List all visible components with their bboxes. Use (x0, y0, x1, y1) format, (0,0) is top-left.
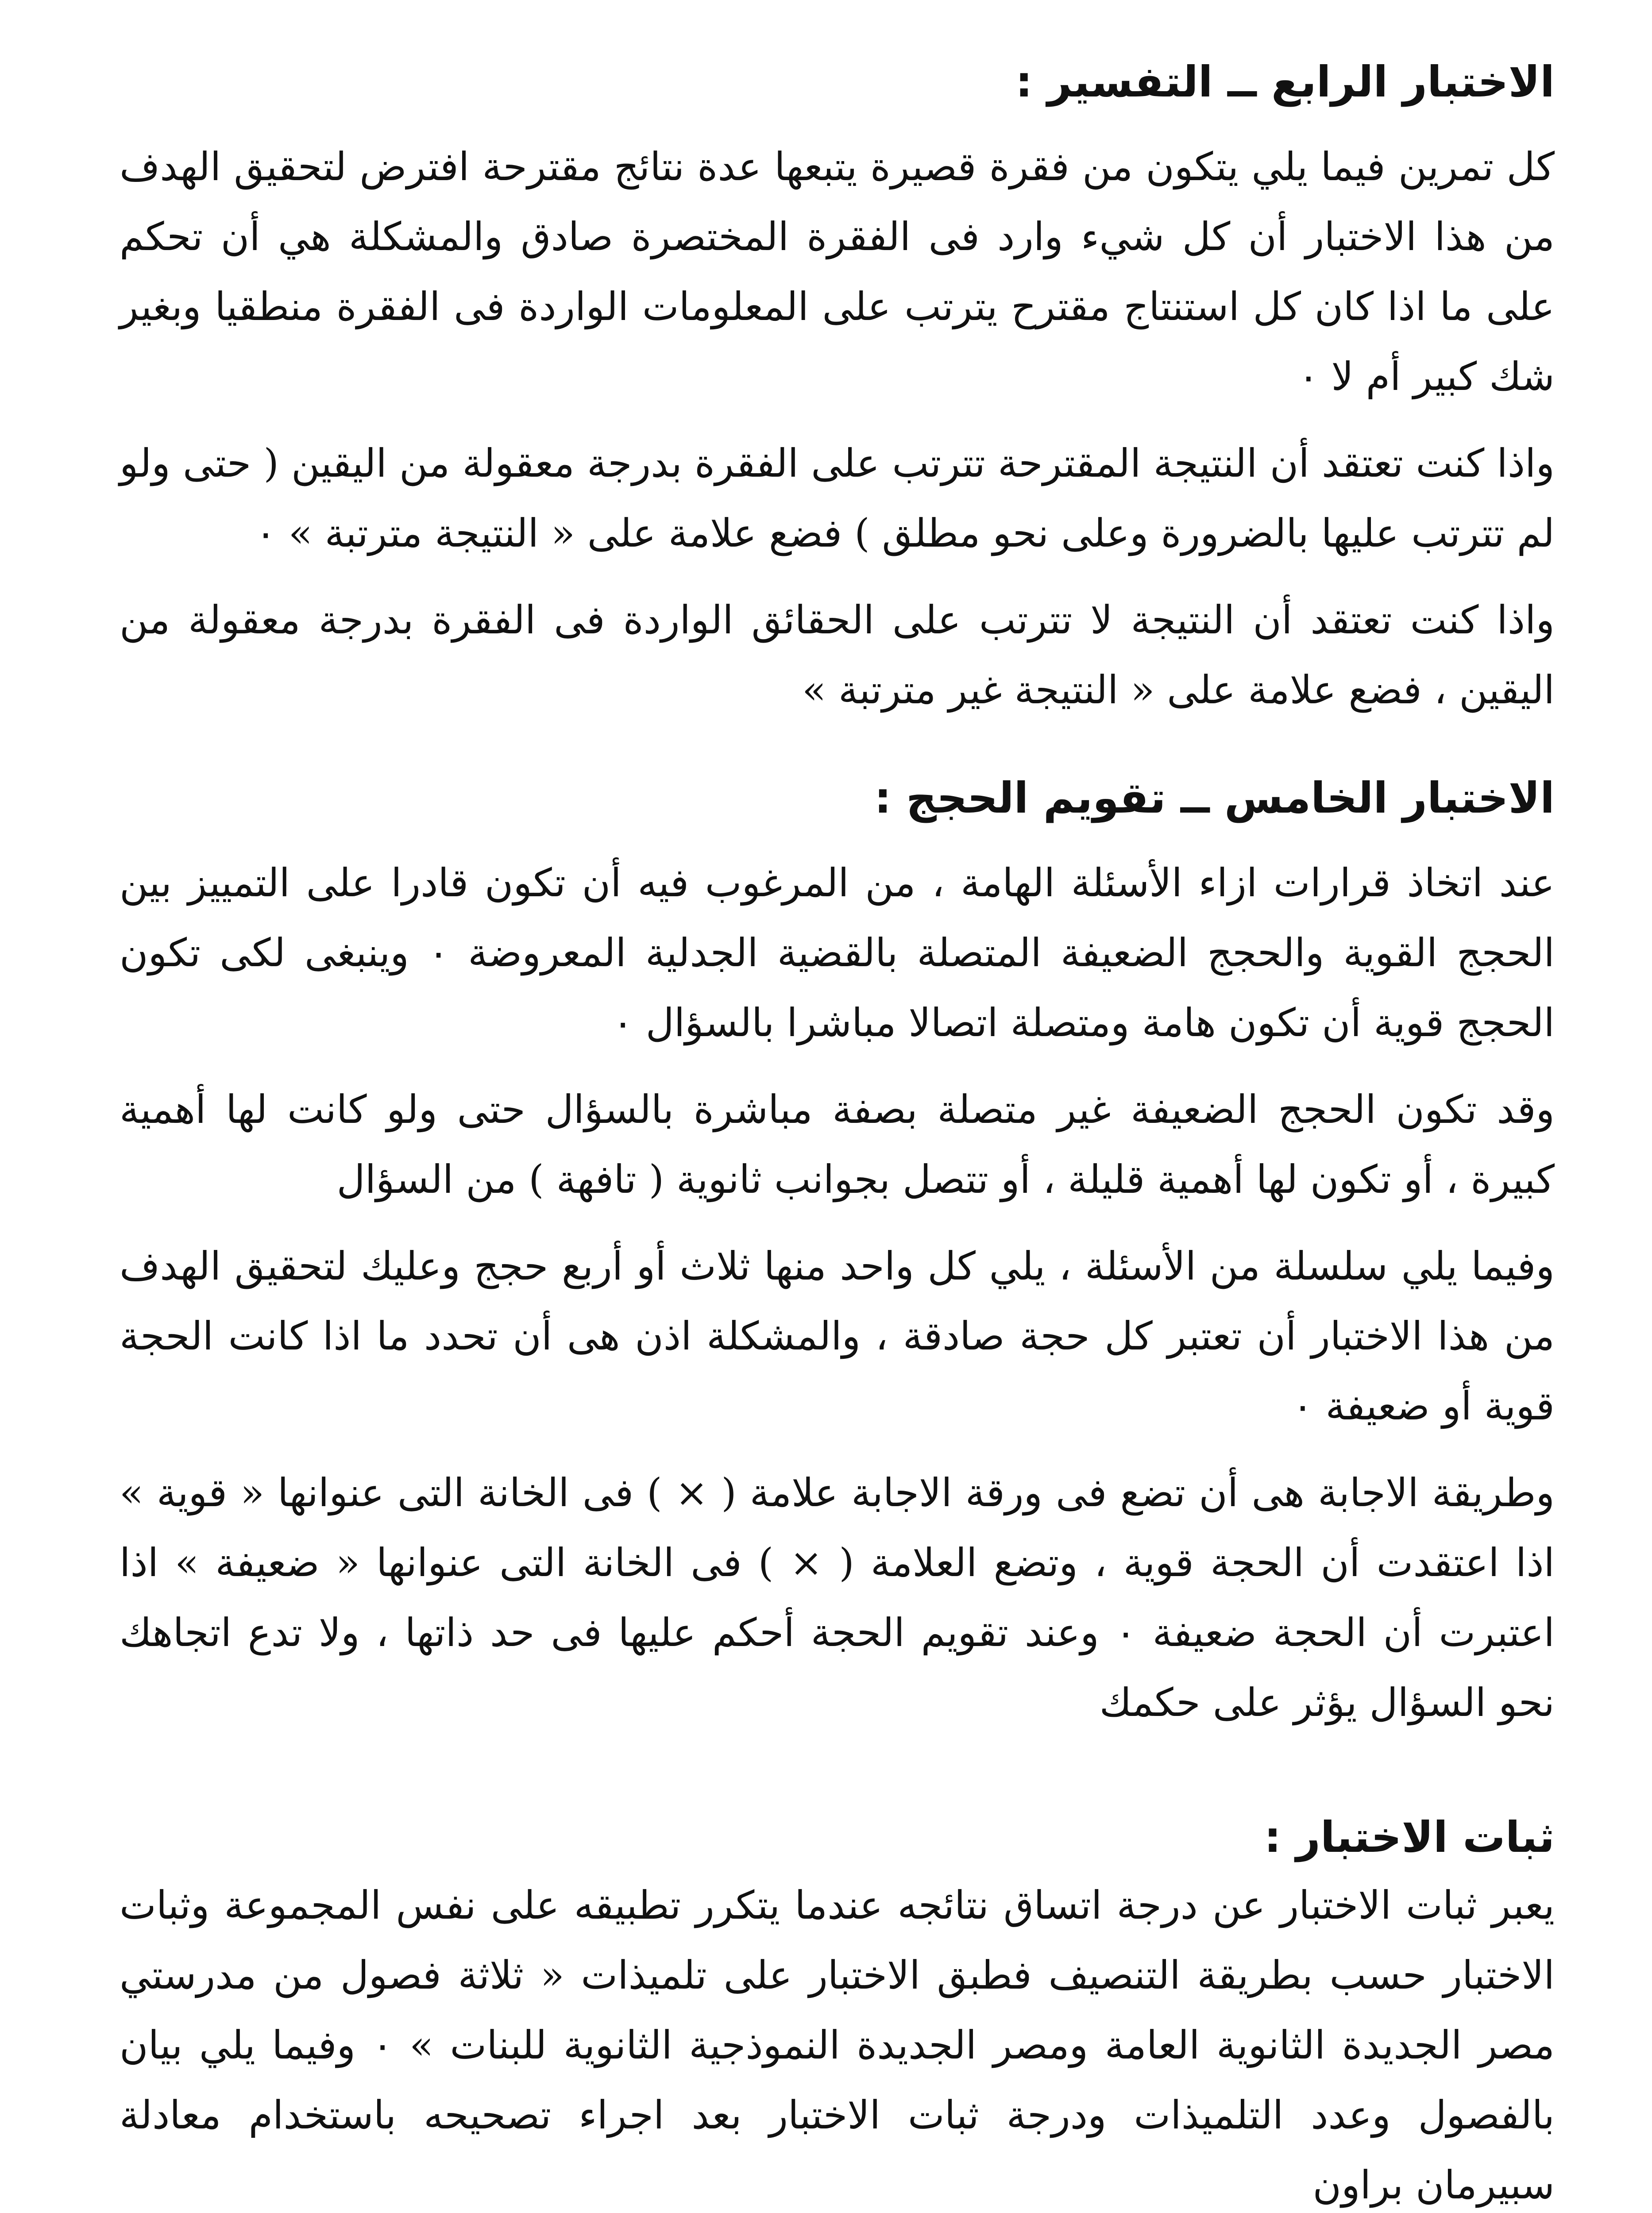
paragraph-fifth-test-1: عند اتخاذ قرارات ازاء الأسئلة الهامة ، من المرغوب فيه أن تكون قادرا على التمييز بين الحجج القوية والحجج الضعيفة المتصلة بالقضية الجدلية المعروضة ٠ وينبغى لكى تكون الحجج قوية أن تكون هامة ومتصلة اتصالا مباشرا بالسؤال ٠ (120, 860, 1555, 1045)
heading-fifth-test: الاختبار الخامس ــ تقويم الحجج : (874, 773, 1555, 823)
paragraph-reliability-1: يعبر ثبات الاختبار عن درجة اتساق نتائجه عندما يتكرر تطبيقه على نفس المجموعة وثبات الاختبار حسب بطريقة التنصيف فطبق الاختبار على تلميذات « ثلاثة فصول من مدرستي مصر الجديدة الثانوية العامة ومصر الجديدة النموذجية الثانوية للبنات » ٠ وفيما يلي بيان بالفصول وعدد التلميذات ودرجة ثبات الاختبار بعد اجراء تصحيحه باستخدام معادلة سبيرمان براون (120, 1882, 1555, 2208)
paragraph-fourth-test-3: واذا كنت تعتقد أن النتيجة لا تترتب على الحقائق الواردة فى الفقرة بدرجة معقولة من اليقين ، فضع علامة على « النتيجة غير مترتبة » (120, 597, 1555, 713)
paragraph-fourth-test-2: واذا كنت تعتقد أن النتيجة المقترحة تترتب على الفقرة بدرجة معقولة من اليقين ( حتى ولو لم تترتب عليها بالضرورة وعلى نحو مطلق ) فضع علامة على « النتيجة مترتبة » ٠ (120, 440, 1555, 556)
heading-test-reliability: ثبات الاختبار : (1264, 1812, 1555, 1862)
section-fifth-test (120, 765, 1555, 1738)
section-test-reliability (120, 1804, 1555, 2213)
heading-fourth-test: الاختبار الرابع ــ التفسير : (1015, 57, 1555, 107)
paragraph-fifth-test-2: وقد تكون الحجج الضعيفة غير متصلة بصفة مباشرة بالسؤال حتى ولو كانت لها أهمية كبيرة ، أو تكون لها أهمية قليلة ، أو تتصل بجوانب ثانوية ( تافهة ) من السؤال (120, 1087, 1555, 1202)
paragraph-fifth-test-4: وطريقة الاجابة هى أن تضع فى ورقة الاجابة علامة ( × ) فى الخانة التى عنوانها « قوية » اذا اعتقدت أن الحجة قوية ، وتضع العلامة ( × ) فى الخانة التى عنوانها « ضعيفة » اذا اعتبرت أن الحجة ضعيفة ٠ وعند تقويم الحجة أحكم عليها فى حد ذاتها ، ولا تدع اتجاهك نحو السؤال يؤثر على حكمك (120, 1470, 1555, 1725)
paragraph-fourth-test-1: كل تمرين فيما يلي يتكون من فقرة قصيرة يتبعها عدة نتائج مقترحة افترض لتحقيق الهدف من هذا الاختبار أن كل شيء وارد فى الفقرة المختصرة صادق والمشكلة هي أن تحكم على ما اذا كان كل استنتاج مقترح يترتب على المعلومات الواردة فى الفقرة منطقيا وبغير شك كبير أم لا ٠ (120, 144, 1555, 399)
section-fourth-test (120, 49, 1555, 725)
paragraph-fifth-test-3: وفيما يلي سلسلة من الأسئلة ، يلي كل واحد منها ثلاث أو أربع حجج وعليك لتحقيق الهدف من هذا الاختبار أن تعتبر كل حجة صادقة ، والمشكلة اذن هى أن تحدد ما اذا كانت الحجة قوية أو ضعيفة ٠ (120, 1243, 1555, 1429)
